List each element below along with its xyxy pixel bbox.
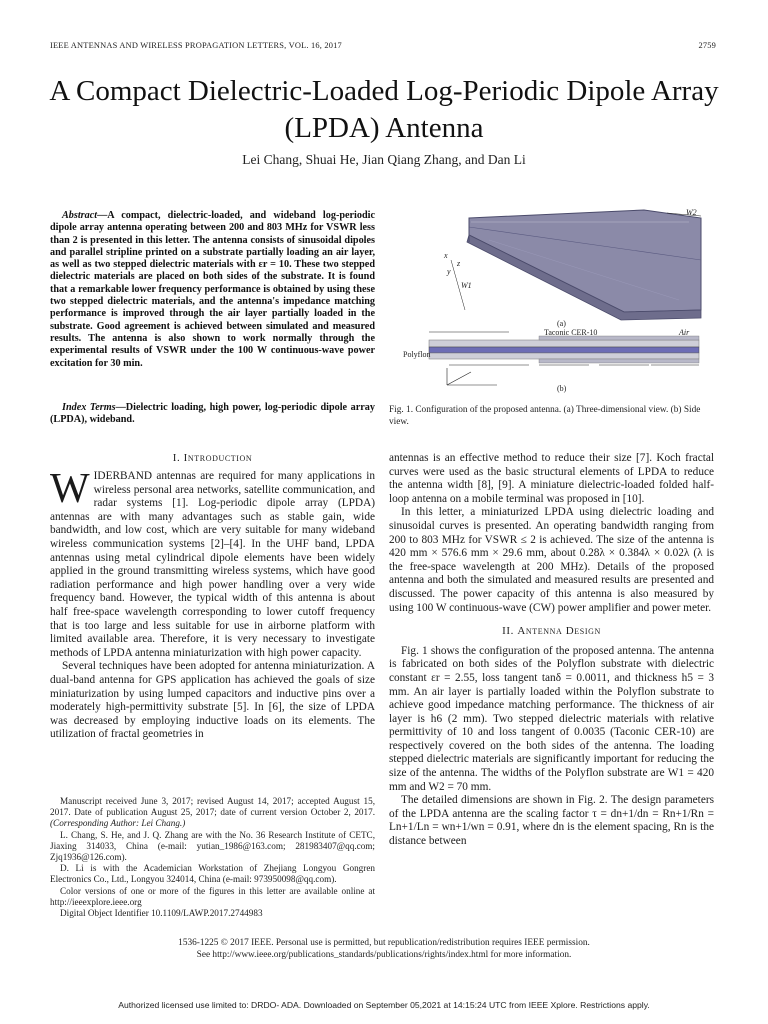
right-column: [389, 452, 714, 849]
footnote-manuscript: Manuscript received June 3, 2017; revised August 14, 2017; accepted August 15, 2017. Date of publication August 25, 2017; date of current version October 2, 2017. (Corresponding Author: Lei Chang.): [50, 796, 375, 829]
antenna-diagram: [389, 200, 719, 400]
svg-text:x: x: [444, 251, 448, 260]
introduction-section: [50, 452, 375, 742]
copyright-notice: [40, 938, 728, 961]
svg-text:z: z: [457, 259, 461, 268]
abstract: [50, 210, 375, 370]
w1-label: W1: [461, 281, 472, 290]
abstract-lead: Abstract: [62, 210, 98, 221]
polyflon-label: Polyflon: [403, 350, 431, 359]
intro-heading-text: Introduction: [183, 452, 253, 464]
dropcap: W: [50, 466, 90, 512]
label-b: (b): [557, 384, 567, 393]
author-list: Lei Chang, Shuai He, Jian Qiang Zhang, and Dan Li: [242, 152, 526, 167]
w2-label: W2: [686, 208, 697, 217]
right-paragraph-4: The detailed dimensions are shown in Fig. 2. The design parameters of the LPDA antenna are the scaling factor τ = dn+1/dn = Rn+1/Rn = Ln+1/Ln = wn+1/wn = 0.91, where dn is the element spacing, Rn is the distance between: [389, 794, 714, 848]
taconic-layer: [429, 340, 699, 347]
intro-paragraph-1: [50, 466, 375, 660]
intro-heading-num: I.: [172, 452, 181, 464]
copyright-line-1: 1536-1225 © 2017 IEEE. Personal use is permitted, but republication/redistribution requires IEEE permission.: [178, 938, 590, 948]
intro-p1-text: IDERBAND antennas are required for many applications in wireless personal area networks, satellite communication, and radar systems [1]. Log-periodic dipole array (LPDA) antennas are with many advantages such as stable gain, wide bandwidth, and low cost, which are very suitable for many wideband wireless communication systems [2]–[4]. In the UHF band, LPDA antennas using metal cylindrical dipole elements have been widely applied in the ground transmitting wireless systems, which have good radiation performance and high power handling over a very wide frequency band. However, the typical width of this antenna is about half free-space wavelength corresponding to lower cutoff frequency that is too large and less suitable for use in airborne platform with limited available area. Therefore, it is very necessary to investigate methods of LPDA antenna miniaturization with high power capacity.: [50, 470, 375, 659]
footnotes: [50, 796, 375, 919]
journal-name: IEEE ANTENNAS AND WIRELESS PROPAGATION LETTERS, VOL. 16, 2017: [50, 41, 342, 50]
design-heading-text: Antenna Design: [517, 625, 601, 638]
label-a: (a): [557, 319, 566, 328]
running-head: [50, 41, 716, 50]
right-paragraph-3: Fig. 1 shows the configuration of the proposed antenna. The antenna is fabricated on both sides of the Polyflon substrate with dielectric constant εr = 2.55, loss tangent tanδ = 0.0011, and thickness h5 = 3 mm. An air layer is partially loaded within the Polyflon substrate to achieve good impedance matching performance. The thickness of air layer is h6 (2 mm). Two stepped dielectric materials with relative permittivity of 10 and loss tangent of 0.0035 (Taconic CER-10) are respectively covered on the both sides of the antenna. The loading stepped dielectric materials are significantly important for reducing the size of the antenna. The widths of the Polyflon substrate are W1 = 420 mm and W2 = 70 mm.: [389, 644, 714, 793]
design-heading-num: II.: [502, 625, 515, 638]
abstract-text: —A compact, dielectric-loaded, and wideband log-periodic dipole array antenna operating between 200 and 803 MHz for VSWR less than 2 is presented in this letter. The antenna consists of sinusoidal dipoles and parallel stripline printed on a substrate partially loading an air layer, as well as two stepped dielectric materials with εr = 10. These two stepped dielectric materials are placed on both sides of the substrate. It is found that a remarkable lower frequency performance is obtained by using these two stepped dielectric materials, and the antenna's impedance matching performance is improved through the air layer partially loaded in the substrate. Good agreement is achieved between simulated and measured results. The antenna is also shown to work normally through the experimental results of VSWR under the 100 W continuous-wave power excitation for 30 min.: [50, 210, 375, 369]
page-number: 2759: [698, 41, 716, 50]
design-heading: [389, 625, 714, 639]
license-notice: Authorized licensed use limited to: DRDO- ADA. Downloaded on September 05,2021 at 14:15:24 UTC from IEEE Xplore. Restrictions apply.: [118, 1000, 650, 1010]
index-terms-lead: Index Terms: [62, 402, 116, 413]
intro-body: [50, 466, 375, 742]
copyright-line-2: See http://www.ieee.org/publications_standards/publications/rights/index.html for more information.: [196, 949, 572, 960]
footnote-color: Color versions of one or more of the figures in this letter are available online at http://ieeexplore.ieee.org: [50, 885, 375, 907]
intro-heading: [50, 452, 375, 464]
svg-text:y: y: [447, 267, 451, 276]
index-terms-text: —Dielectric loading, high power, log-periodic dipole array (LPDA), wideband.: [50, 402, 375, 426]
paper-title: A Compact Dielectric-Loaded Log-Periodic Dipole Array (LPDA) Antenna: [49, 75, 719, 144]
footnote-doi: Digital Object Identifier 10.1109/LAWP.2017.2744983: [60, 908, 263, 919]
polyflon-layer: [429, 347, 699, 353]
air-label: Air: [679, 328, 690, 337]
footnote-authors-2: D. Li is with the Academician Workstation of Zhejiang Longyou Gongren Electronics Co., Ltd., Longyou 324014, China (e-mail: 973950098@qq.com).: [50, 863, 375, 885]
right-paragraph-2: In this letter, a miniaturized LPDA using dielectric loading and sinusoidal curves is presented. An operating bandwidth ranging from 200 to 803 MHz for VSWR ≤ 2 is achieved. The size of the antenna is 420 mm × 576.6 mm × 29.6 mm, about 0.28λ × 0.384λ × 0.02λ (λ is the free-space wavelength at 200 MHz). Details of the proposed antenna and both the simulated and measured results are presented and discussed. The power capacity of this antenna is also measured by using 100 W continuous-wave (CW) power amplifier and power meter.: [389, 506, 714, 614]
intro-paragraph-2: Several techniques have been adopted for antenna miniaturization. A dual-band antenna for GPS application has achieved the goals of size miniaturization by using lumped capacitors and inductive pins over a moderately high-permittivity substrate [5]. In [6], the size of LPDA was decreased by employing inductive loads on its elements. The utilization of fractal geometries in: [50, 660, 375, 741]
figure-caption: Fig. 1. Configuration of the proposed antenna. (a) Three-dimensional view. (b) Side view.: [389, 405, 701, 427]
footnote-authors-1: L. Chang, S. He, and J. Q. Zhang are with the No. 36 Research Institute of CETC, Jiaxing 314033, China (e-mail: yutian_1986@163.com; 281983407@qq.com; Zjq1936@126.com).: [50, 829, 375, 863]
taconic-label: Taconic CER-10: [544, 328, 598, 337]
index-terms: [50, 402, 375, 427]
figure-1: [389, 200, 719, 427]
right-paragraph-1: antennas is an effective method to reduce their size [7]. Koch fractal curves were used as the basic structural elements of LPDA to reduce the antenna width [8], [9]. A miniature dielectric-loaded folded half-loop antenna on a mobile terminal was proposed in [10].: [389, 452, 714, 505]
